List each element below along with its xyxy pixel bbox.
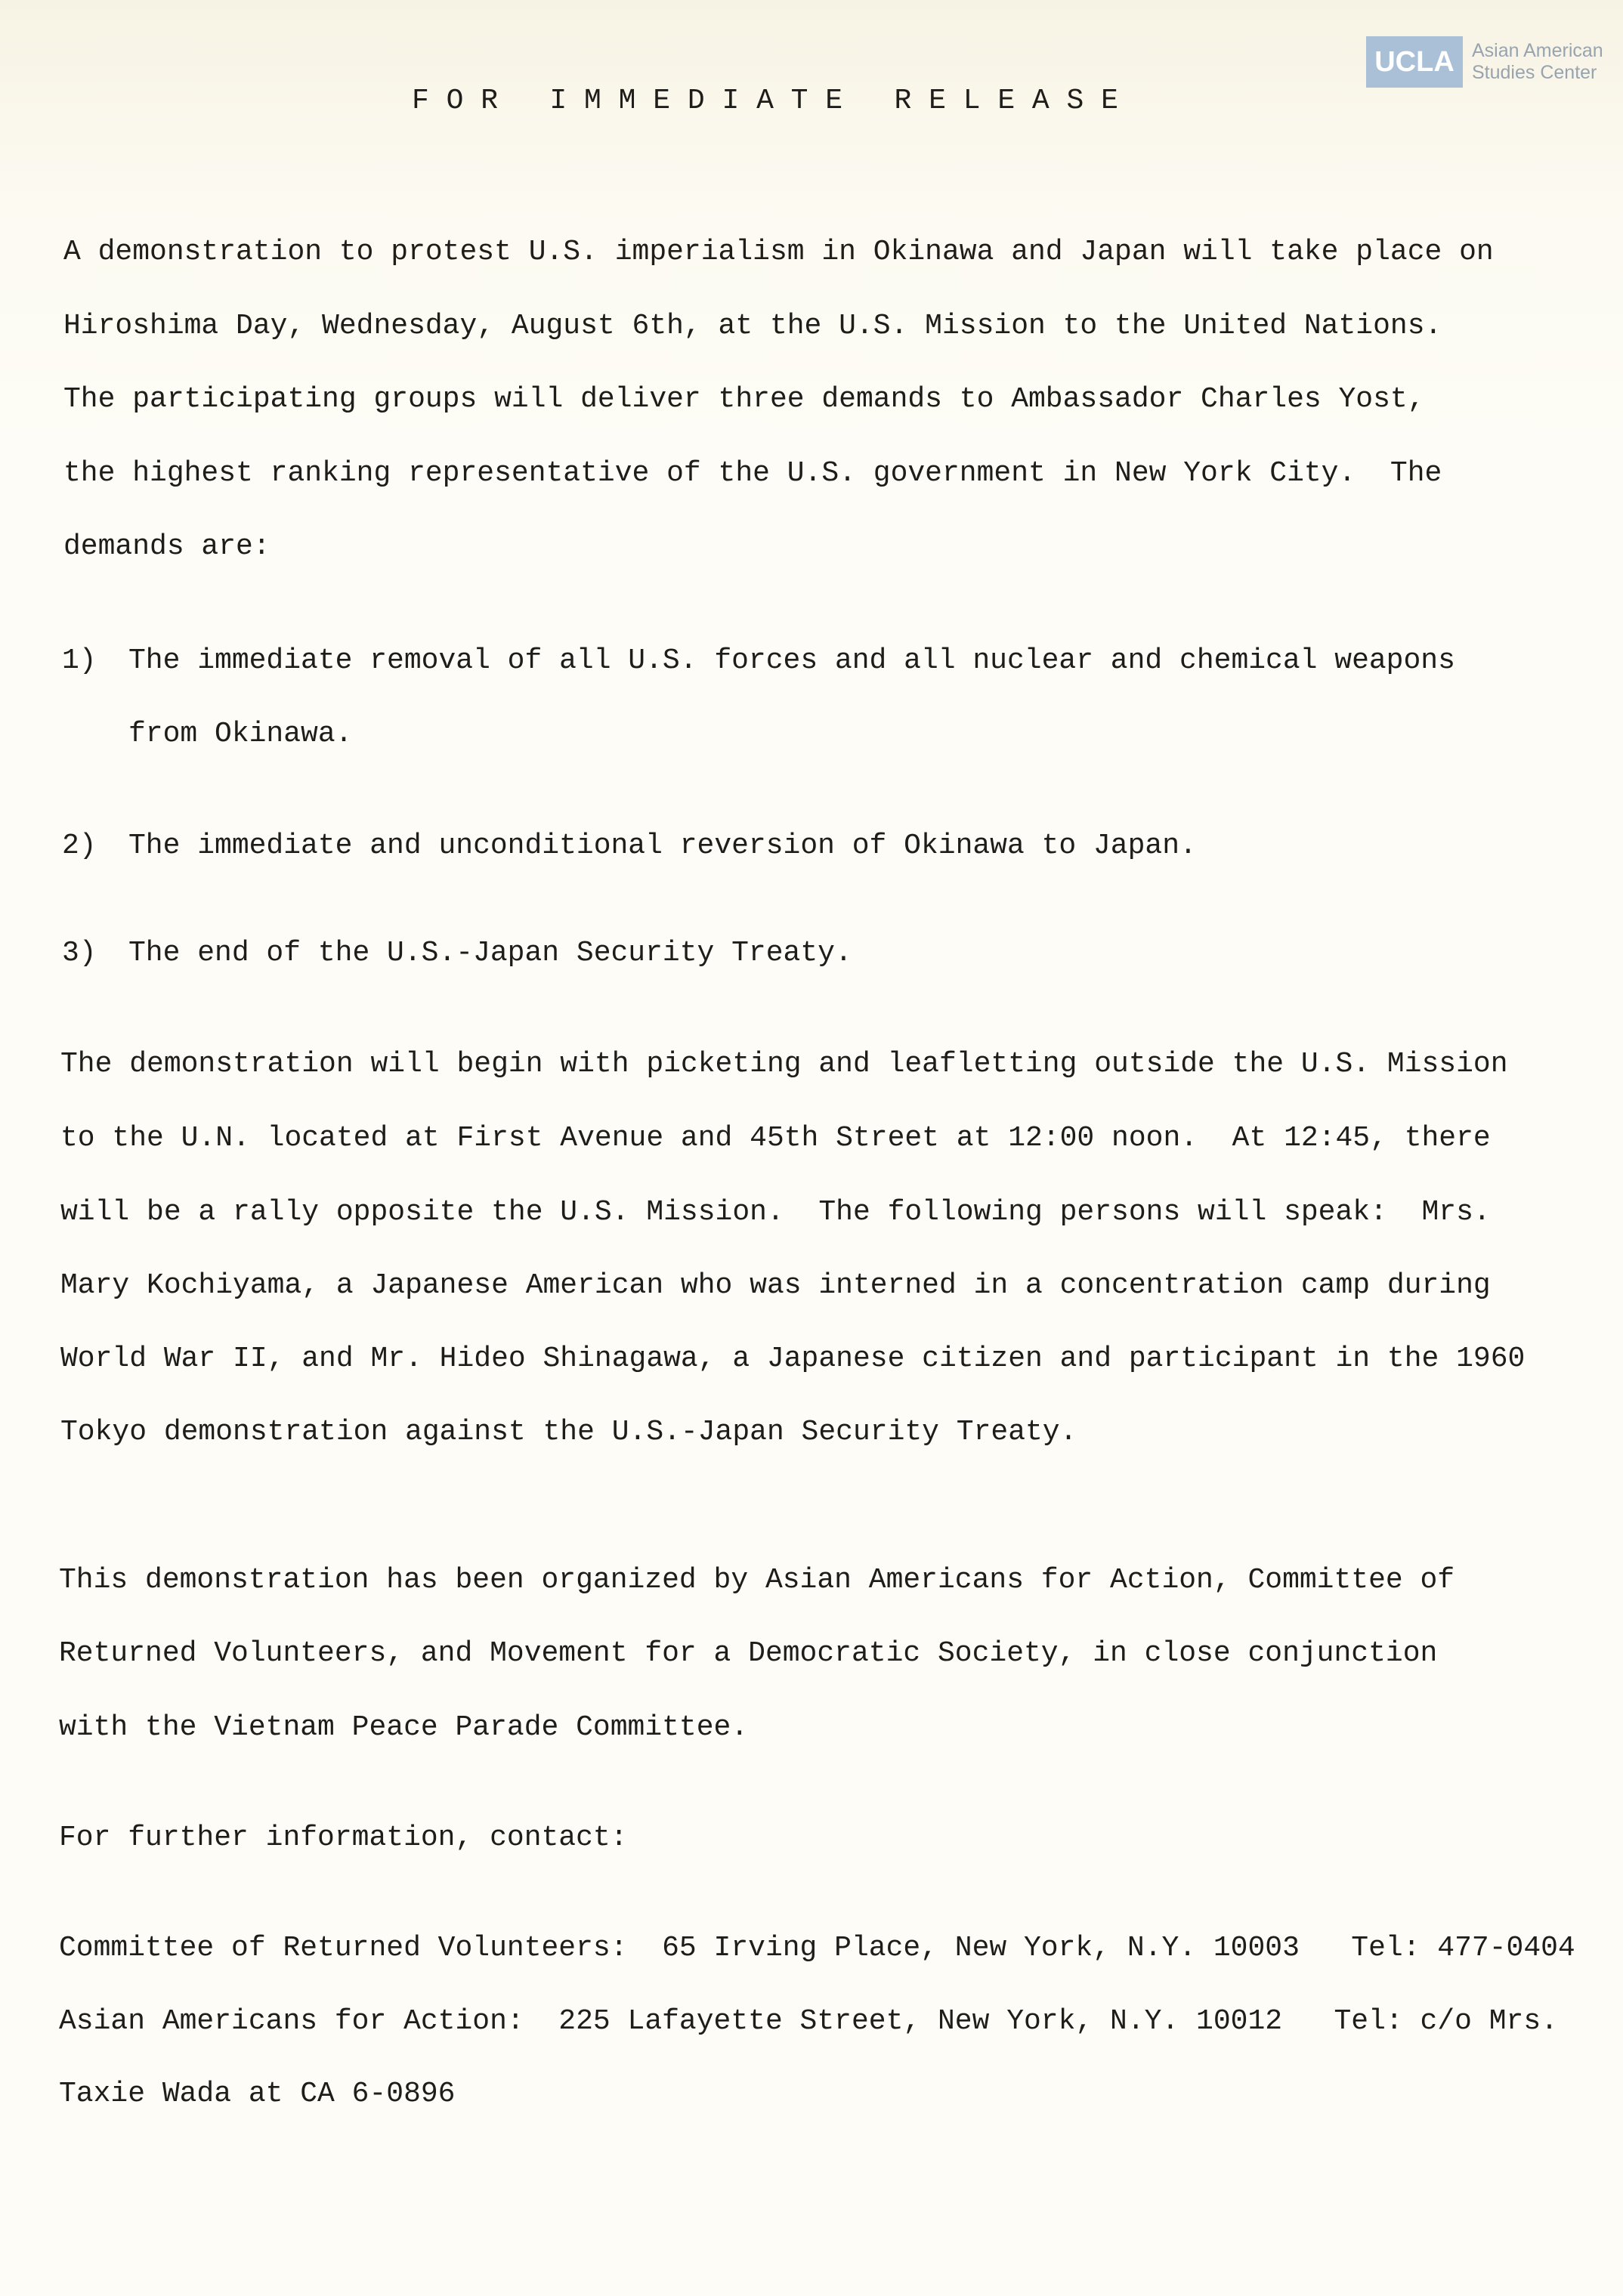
schedule-line-5: World War II, and Mr. Hideo Shinagawa, a Japanese citizen and participant in the 1960 bbox=[60, 1343, 1526, 1375]
schedule-line-6: Tokyo demonstration against the U.S.-Japan Security Treaty. bbox=[60, 1416, 1077, 1448]
organizers-line-3: with the Vietnam Peace Parade Committee. bbox=[59, 1711, 749, 1744]
intro-line-1: A demonstration to protest U.S. imperialism in Okinawa and Japan will take place on bbox=[63, 236, 1494, 268]
schedule-line-1: The demonstration will begin with picketing and leafletting outside the U.S. Mission bbox=[60, 1048, 1508, 1080]
demand-number-2: 2) bbox=[62, 830, 97, 862]
contact-line-2: Asian Americans for Action: 225 Lafayette Street, New York, N.Y. 10012 Tel: c/o Mrs. bbox=[59, 2005, 1558, 2038]
logo-line-2: Studies Center bbox=[1472, 62, 1597, 83]
intro-line-3: The participating groups will deliver three demands to Ambassador Charles Yost, bbox=[63, 383, 1425, 416]
contact-line-3: Taxie Wada at CA 6-0896 bbox=[59, 2078, 456, 2110]
organizers-line-1: This demonstration has been organized by Asian Americans for Action, Committee of bbox=[59, 1564, 1455, 1596]
ucla-badge: UCLA bbox=[1366, 36, 1463, 88]
contact-line-1: Committee of Returned Volunteers: 65 Irving Place, New York, N.Y. 10003 Tel: 477-0404 bbox=[59, 1932, 1575, 1964]
schedule-line-3: will be a rally opposite the U.S. Mission. The following persons will speak: Mrs. bbox=[60, 1196, 1491, 1228]
organizers-line-2: Returned Volunteers, and Movement for a Democratic Society, in close conjunction bbox=[59, 1637, 1438, 1670]
demand-number-1: 1) bbox=[62, 644, 97, 677]
intro-line-5: demands are: bbox=[63, 530, 270, 563]
intro-line-4: the highest ranking representative of the U.S. government in New York City. The bbox=[63, 457, 1442, 490]
demand-3-line-1: The end of the U.S.-Japan Security Treaty. bbox=[128, 937, 852, 969]
demand-1-line-2: from Okinawa. bbox=[128, 718, 353, 750]
contact-heading: For further information, contact: bbox=[59, 1822, 628, 1854]
demand-number-3: 3) bbox=[62, 937, 97, 969]
logo-text bbox=[1472, 40, 1603, 84]
logo-line-1: Asian American bbox=[1472, 40, 1603, 61]
page-title: F O R I M M E D I A T E R E L E A S E bbox=[412, 85, 1118, 117]
schedule-line-4: Mary Kochiyama, a Japanese American who was interned in a concentration camp during bbox=[60, 1269, 1491, 1302]
intro-line-2: Hiroshima Day, Wednesday, August 6th, at the U.S. Mission to the United Nations. bbox=[63, 310, 1442, 342]
demand-2-line-1: The immediate and unconditional reversion of Okinawa to Japan. bbox=[128, 830, 1197, 862]
schedule-line-2: to the U.N. located at First Avenue and 45th Street at 12:00 noon. At 12:45, there bbox=[60, 1122, 1491, 1154]
ucla-aasc-logo bbox=[1366, 36, 1603, 88]
demand-1-line-1: The immediate removal of all U.S. forces and all nuclear and chemical weapons bbox=[128, 644, 1455, 677]
